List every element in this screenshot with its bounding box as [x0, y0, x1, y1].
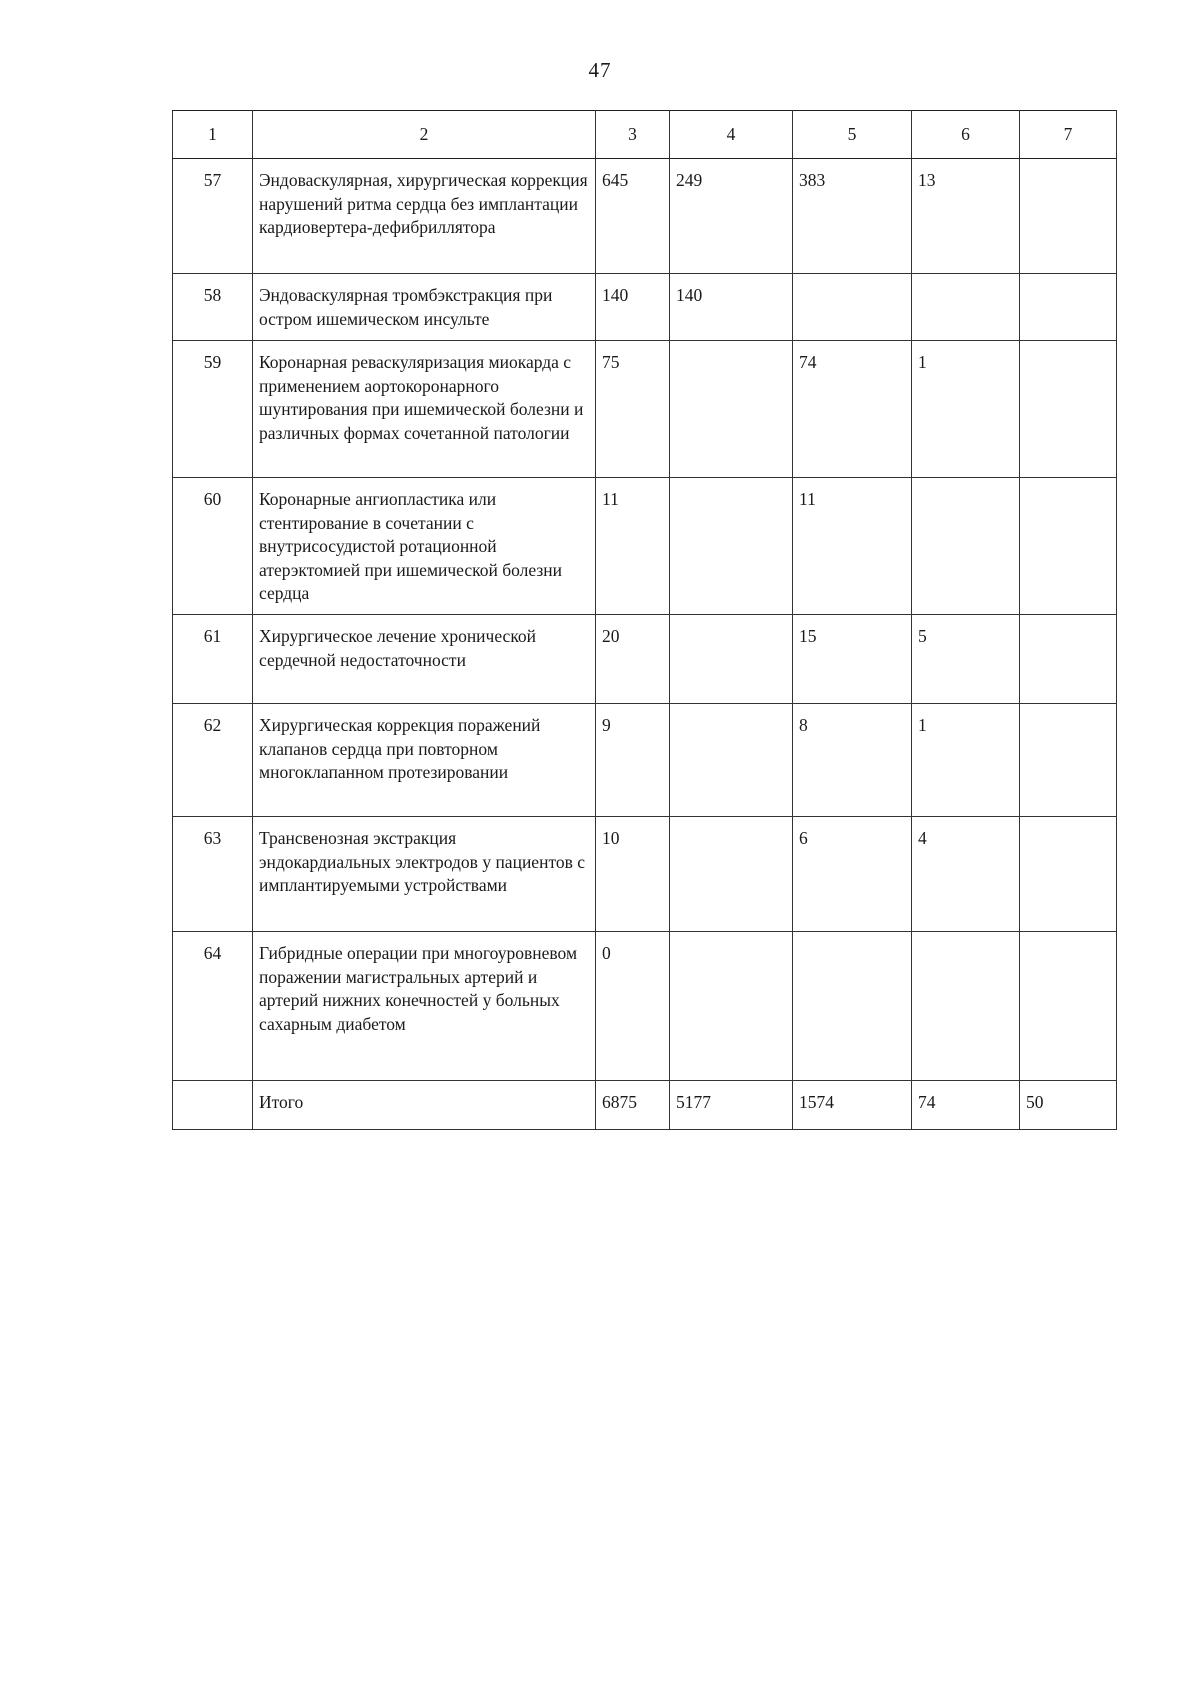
column-header: 5 — [793, 111, 912, 159]
table-row — [173, 615, 1117, 704]
table-row — [173, 274, 1117, 341]
cell-col3: 0 — [596, 932, 670, 1081]
cell-col4 — [670, 615, 793, 704]
cell-col6: 5 — [912, 615, 1020, 704]
cell-col3: 75 — [596, 341, 670, 478]
total-row — [173, 1081, 1117, 1130]
row-number: 59 — [173, 341, 253, 478]
row-name: Эндоваскулярная тромбэкстракция при остром ишемическом инсульте — [253, 274, 596, 341]
cell-col5: 8 — [793, 704, 912, 817]
cell-col4 — [670, 932, 793, 1081]
cell-col5: 74 — [793, 341, 912, 478]
cell-col7 — [1020, 615, 1117, 704]
row-number — [173, 1081, 253, 1130]
cell-col4 — [670, 817, 793, 932]
cell-col6 — [912, 274, 1020, 341]
row-name: Хирургическая коррекция поражений клапанов сердца при повторном многоклапанном протезировании — [253, 704, 596, 817]
cell-col4 — [670, 704, 793, 817]
cell-col7 — [1020, 159, 1117, 274]
column-header: 2 — [253, 111, 596, 159]
data-table — [172, 110, 1117, 1130]
total-label: Итого — [253, 1081, 596, 1130]
cell-col4 — [670, 341, 793, 478]
table-body — [173, 159, 1117, 1130]
table-row — [173, 932, 1117, 1081]
cell-col6 — [912, 932, 1020, 1081]
cell-col5 — [793, 932, 912, 1081]
row-number: 60 — [173, 478, 253, 615]
total-col3: 6875 — [596, 1081, 670, 1130]
row-name: Трансвенозная экстракция эндокардиальных электродов у пациентов с имплантируемыми устройствами — [253, 817, 596, 932]
cell-col3: 10 — [596, 817, 670, 932]
cell-col5: 383 — [793, 159, 912, 274]
cell-col6: 13 — [912, 159, 1020, 274]
row-number: 64 — [173, 932, 253, 1081]
table-row — [173, 159, 1117, 274]
total-col4: 5177 — [670, 1081, 793, 1130]
table-header — [173, 111, 1117, 159]
row-name: Коронарная реваскуляризация миокарда с применением аортокоронарного шунтирования при ишемической болезни и различных формах сочетанной патологии — [253, 341, 596, 478]
row-name: Гибридные операции при многоуровневом поражении магистральных артерий и артерий нижних конечностей у больных сахарным диабетом — [253, 932, 596, 1081]
cell-col6 — [912, 478, 1020, 615]
table-row — [173, 704, 1117, 817]
total-col5: 1574 — [793, 1081, 912, 1130]
cell-col3: 11 — [596, 478, 670, 615]
row-name: Коронарные ангиопластика или стентирование в сочетании с внутрисосудистой ротационной атерэктомией при ишемической болезни сердца — [253, 478, 596, 615]
cell-col6: 1 — [912, 704, 1020, 817]
cell-col7 — [1020, 341, 1117, 478]
row-number: 61 — [173, 615, 253, 704]
cell-col3: 140 — [596, 274, 670, 341]
cell-col7 — [1020, 478, 1117, 615]
cell-col3: 645 — [596, 159, 670, 274]
row-number: 58 — [173, 274, 253, 341]
row-number: 63 — [173, 817, 253, 932]
cell-col7 — [1020, 704, 1117, 817]
cell-col4 — [670, 478, 793, 615]
cell-col3: 9 — [596, 704, 670, 817]
cell-col7 — [1020, 817, 1117, 932]
cell-col3: 20 — [596, 615, 670, 704]
header-row — [173, 111, 1117, 159]
total-col7: 50 — [1020, 1081, 1117, 1130]
table-row — [173, 817, 1117, 932]
page-number: 47 — [588, 58, 612, 82]
column-header: 1 — [173, 111, 253, 159]
cell-col7 — [1020, 274, 1117, 341]
cell-col6: 1 — [912, 341, 1020, 478]
row-number: 62 — [173, 704, 253, 817]
row-number: 57 — [173, 159, 253, 274]
cell-col4: 140 — [670, 274, 793, 341]
column-header: 3 — [596, 111, 670, 159]
column-header: 7 — [1020, 111, 1117, 159]
cell-col5 — [793, 274, 912, 341]
table-row — [173, 341, 1117, 478]
row-name: Хирургическое лечение хронической сердечной недостаточности — [253, 615, 596, 704]
total-col6: 74 — [912, 1081, 1020, 1130]
row-name: Эндоваскулярная, хирургическая коррекция нарушений ритма сердца без имплантации кардиовертера-дефибриллятора — [253, 159, 596, 274]
cell-col7 — [1020, 932, 1117, 1081]
cell-col5: 15 — [793, 615, 912, 704]
cell-col5: 6 — [793, 817, 912, 932]
cell-col5: 11 — [793, 478, 912, 615]
column-header: 6 — [912, 111, 1020, 159]
cell-col4: 249 — [670, 159, 793, 274]
column-header: 4 — [670, 111, 793, 159]
table-row — [173, 478, 1117, 615]
cell-col6: 4 — [912, 817, 1020, 932]
